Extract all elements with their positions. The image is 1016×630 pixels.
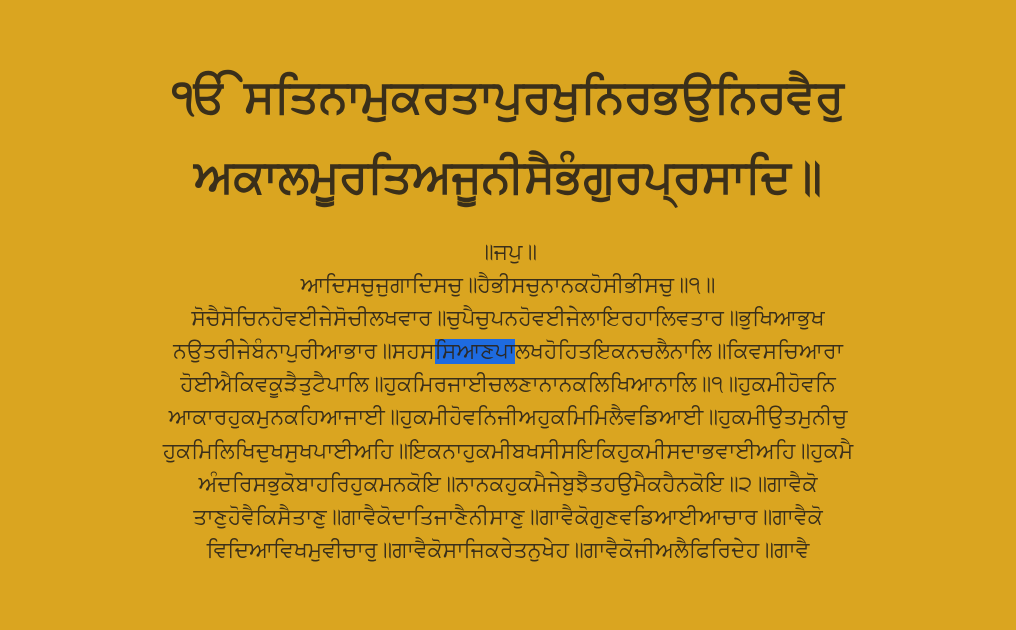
body-line-1[interactable]: ਆਦਿਸਚੁਜੁਗਾਦਿਸਚੁ॥ਹੈਭੀਸਚੁਨਾਨਕਹੋਸੀਭੀਸਚੁ॥੧॥ [300,273,716,299]
body-text [0,236,1016,567]
body-line-3-end[interactable]: ਲਖਹੋਹਿਤਇਕਨਚਲੈਨਾਲਿ॥ਕਿਵਸਚਿਆਰਾ [515,339,843,365]
body-line-8[interactable]: ਤਾਣੁਹੋਵੈਕਿਸੈਤਾਣੁ॥ਗਾਵੈਕੋਦਾਤਿਜਾਣੈਨੀਸਾਣੁ॥ਗਾਵੈਕੋਗੁਣਵਡਿਆਈਆਚਾਰ॥ਗਾਵੈਕੋ [193,504,823,530]
selected-text[interactable]: ਸਿਆਣਪਾ [434,339,516,365]
body-line-3-start[interactable]: ਨਉਤਰੀਜੇਬੰਨਾਪੁਰੀਆਭਾਰ॥ਸਹਸ [173,339,435,365]
body-line-6[interactable]: ਹੁਕਮਿਲਿਖਿਦੁਖਸੁਖਪਾਈਅਹਿ॥ਇਕਨਾਹੁਕਮੀਬਖਸੀਸਇਕਿਹੁਕਮੀਸਦਾਭਵਾਈਅਹਿ॥ਹੁਕਮੈ [162,438,854,464]
body-line-5[interactable]: ਆਕਾਰਹੁਕਮੁਨਕਹਿਆਜਾਈ॥ਹੁਕਮੀਹੋਵਨਿਜੀਅਹੁਕਮਿਮਿਲੈਵਡਿਆਈ॥ਹੁਕਮੀਉਤਮੁਨੀਚੁ [168,405,848,431]
body-line-9[interactable]: ਵਿਦਿਆਵਿਖਮੁਵੀਚਾਰੁ॥ਗਾਵੈਕੋਸਾਜਿਕਰੇਤਨੁਖੇਹ॥ਗਾਵੈਕੋਜੀਅਲੈਫਿਰਿਦੇਹ॥ਗਾਵੈ [206,537,810,563]
body-line-3[interactable] [0,335,1016,368]
body-line-7[interactable]: ਅੰਦਰਿਸਭੁਕੋਬਾਹਰਿਹੁਕਮਨਕੋਇ॥ਨਾਨਕਹੁਕਮੈਜੇਬੁਝੈਤਹਉਮੈਕਹੈਨਕੋਇ॥੨॥ਗਾਵੈਕੋ [198,471,818,497]
title-block [0,66,1016,206]
section-heading: ॥ਜਪੁ॥ [478,240,538,265]
body-line-2[interactable]: ਸੋਚੈਸੋਚਿਨਹੋਵਈਜੇਸੋਚੀਲਖਵਾਰ॥ਚੁਪੈਚੁਪਨਹੋਵਈਜੇਲਾਇਰਹਾਲਿਵਤਾਰ॥ਭੁਖਿਆਭੁਖ [191,306,825,332]
title-line-2: ਅਕਾਲਮੂਰਤਿਅਜੂਨੀਸੈਭੰਗੁਰਪ੍ਰਸਾਦਿ॥ [193,149,823,203]
title-line-1: ੴ ਸਤਿਨਾਮੁਕਰਤਾਪੁਰਖੁਨਿਰਭਉਨਿਰਵੈਰੁ [172,69,844,123]
body-line-4[interactable]: ਹੋਈਐਕਿਵਕੂੜੈਤੁਟੈਪਾਲਿ॥ਹੁਕਮਿਰਜਾਈਚਲਣਾਨਾਨਕਲਿਖਿਆਨਾਲਿ॥੧॥ਹੁਕਮੀਹੋਵਨਿ [180,372,836,398]
